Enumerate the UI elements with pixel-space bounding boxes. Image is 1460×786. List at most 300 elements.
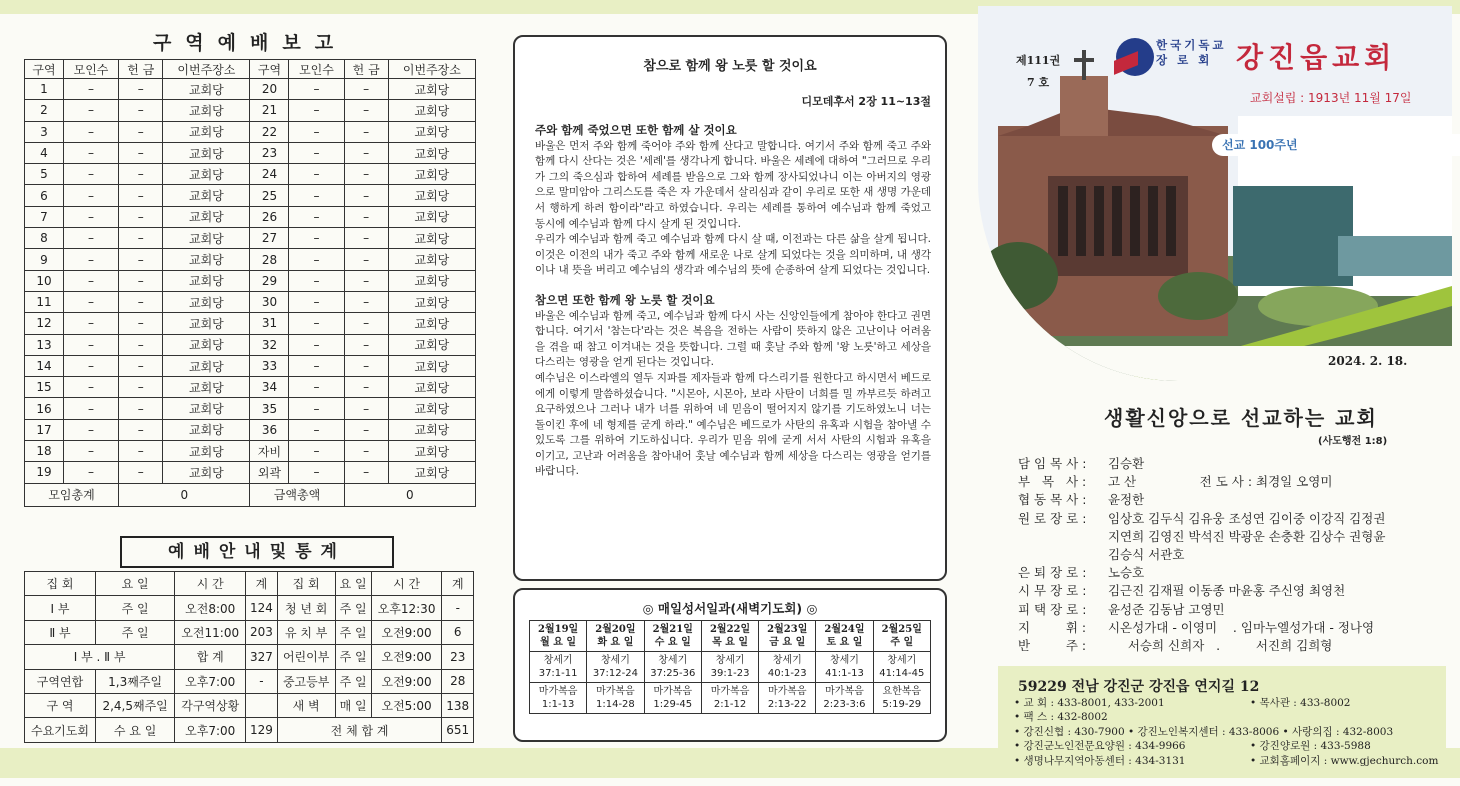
report-cell: – — [119, 441, 163, 462]
bible-ot-reading: 창세기 41:1-13 — [816, 652, 873, 683]
report-cell: 외곽 — [250, 462, 289, 483]
contact-line — [1014, 710, 1438, 724]
report-cell: – — [119, 100, 163, 121]
report-cell: – — [344, 419, 388, 440]
worship-cell: 새 벽 — [277, 693, 335, 717]
sermon-paragraph: 바울은 예수님과 함께 죽고, 예수님과 함께 다시 사는 신앙인들에게 참아야 한다고 권면합니다. 여기서 '참는다'라는 것은 복음을 전하는 사람이 뜻하지 않은 고난이나 어려움을 겪을 때 참고 이겨내는 것을 뜻합니다. 그럴 때 훗날 주와 함께 '왕 노릇'하고 세상을 다스리는 영광을 얻게 된다는 것입니다. — [535, 309, 931, 369]
report-cell: – — [289, 355, 344, 376]
table-row — [25, 645, 474, 669]
table-row — [25, 270, 476, 291]
report-cell: 교회당 — [388, 377, 475, 398]
report-cell: 30 — [250, 291, 289, 312]
table-row — [25, 377, 476, 398]
worship-header-cell: 요 일 — [95, 572, 174, 596]
church-address: 59229 전남 강진군 강진읍 연지길 12 — [1018, 679, 1260, 695]
report-cell: 35 — [250, 398, 289, 419]
staff-names: 지연희 김영진 박석진 박광운 손충환 김상수 권형윤 — [1104, 528, 1386, 544]
report-cell: – — [289, 398, 344, 419]
bible-ot-reading: 창세기 37:12-24 — [587, 652, 644, 683]
staff-role: 담 임 목 사 : — [1018, 456, 1087, 471]
worship-cell: 합 계 — [175, 645, 246, 669]
worship-table — [24, 571, 474, 743]
staff-names: 서승희 신희자 . 서진희 김희형 — [1104, 638, 1333, 654]
report-cell: 교회당 — [163, 142, 250, 163]
bible-nt-reading: 마가복음 1:29-45 — [644, 683, 701, 714]
worship-cell: 주 일 — [335, 645, 371, 669]
bible-ot-reading: 창세기 37:1-11 — [530, 652, 587, 683]
worship-cell: 오전11:00 — [175, 620, 246, 644]
report-cell: 5 — [25, 164, 64, 185]
report-cell: 교회당 — [388, 419, 475, 440]
bible-day: 2월21일 수 요 일 — [644, 621, 701, 652]
report-cell: – — [64, 377, 119, 398]
worship-cell: Ⅰ 부 . Ⅱ 부 — [25, 645, 175, 669]
worship-cell: 주 일 — [335, 596, 371, 620]
report-cell: – — [64, 355, 119, 376]
report-cell: – — [289, 441, 344, 462]
report-cell: – — [64, 419, 119, 440]
sermon-paragraph: 바울은 먼저 주와 함께 죽어야 주와 함께 산다고 말합니다. 여기서 주와 함께 죽고 주와 함께 다시 산다는 것은 '세례'를 생각나게 합니다. 바울은 세례에 대하여 "그러므로 우리가 그의 죽으심과 합하여 세례를 받음으로 그와 함께 장사되었나니 이는 아버지의 영광으로 말미암아 그리스도를 죽은 자 가운데서 살리심과 같이 우리로 또한 새 생명 가운데서 행하게 하려 함이라"라고 하였습니다. 우리는 세례를 통하여 예수님과 함께 죽었고 동시에 예수님과 함께 다시 살게 된 것입니다. — [535, 139, 931, 230]
report-cell: 23 — [250, 142, 289, 163]
table-row — [25, 718, 474, 742]
worship-cell: 28 — [442, 669, 474, 693]
daily-bible-box — [513, 588, 947, 742]
worship-cell: 오전9:00 — [371, 620, 442, 644]
report-cell: – — [344, 355, 388, 376]
district-report — [24, 28, 476, 507]
report-cell: – — [344, 185, 388, 206]
report-cell: – — [344, 398, 388, 419]
report-cell: 6 — [25, 185, 64, 206]
report-cell: 교회당 — [388, 441, 475, 462]
table-row — [25, 398, 476, 419]
report-cell: 2 — [25, 100, 64, 121]
worship-cell: 129 — [246, 718, 277, 742]
table-row — [530, 621, 931, 652]
table-row — [25, 121, 476, 142]
report-cell: – — [289, 228, 344, 249]
report-cell: 25 — [250, 185, 289, 206]
report-cell: 29 — [250, 270, 289, 291]
staff-role: 지 휘 : — [1018, 619, 1087, 635]
worship-cell: 주 일 — [335, 669, 371, 693]
report-cell: 14 — [25, 355, 64, 376]
report-cell: 1 — [25, 79, 64, 100]
issue: 7 호 — [1027, 76, 1050, 89]
report-cell: 11 — [25, 291, 64, 312]
staff-names: 김승환 — [1104, 456, 1145, 471]
worship-cell: Ⅰ 부 — [25, 596, 96, 620]
contact-entry: • 강진양로원 : 433-5988 — [1250, 740, 1371, 753]
worship-cell: 주 일 — [95, 620, 174, 644]
report-cell: 교회당 — [163, 313, 250, 334]
report-cell: – — [344, 270, 388, 291]
report-cell: – — [344, 377, 388, 398]
worship-total-label: 전 체 합 계 — [277, 718, 442, 742]
report-cell: 17 — [25, 419, 64, 440]
report-cell: – — [289, 249, 344, 270]
sermon-subtitle-2: 참으면 또한 함께 왕 노릇 할 것이요 — [535, 292, 715, 307]
worship-cell: 203 — [246, 620, 277, 644]
contact-entry: • 강진신협 : 430-7900 • 강진노인복지센터 : 433-8006 • 사랑의집 : 432-8003 — [1014, 725, 1394, 738]
report-cell: 교회당 — [388, 121, 475, 142]
staff-role: 피 택 장 로 : — [1018, 601, 1087, 617]
report-cell: – — [119, 206, 163, 227]
worship-cell: 매 일 — [335, 693, 371, 717]
staff-names: 윤성준 김동남 고영민 — [1104, 601, 1225, 617]
worship-cell: 오전9:00 — [371, 669, 442, 693]
denomination-line-1: 한국기독교 — [1156, 38, 1227, 52]
report-cell: 18 — [25, 441, 64, 462]
staff-names: 김근진 김재필 이동종 마윤홍 주신영 최영천 — [1104, 583, 1346, 599]
contact-entry: • 교 회 : 433-8001, 433-2001 — [1014, 697, 1165, 709]
report-cell: – — [289, 334, 344, 355]
report-cell: – — [119, 291, 163, 312]
worship-cell: 오후7:00 — [175, 718, 246, 742]
worship-cell: 어린이부 — [277, 645, 335, 669]
report-cell: – — [289, 100, 344, 121]
volume-issue — [1016, 50, 1060, 94]
staff-row — [1018, 491, 1438, 509]
table-row — [25, 206, 476, 227]
table-row — [25, 355, 476, 376]
report-cell: – — [119, 462, 163, 483]
table-row — [25, 164, 476, 185]
table-row — [25, 228, 476, 249]
contact-entry: • 교회홈페이지 : www.gjechurch.com — [1250, 754, 1439, 767]
report-cell: 13 — [25, 334, 64, 355]
worship-header-cell: 계 — [442, 572, 474, 596]
bible-table — [529, 620, 931, 714]
report-cell: – — [119, 355, 163, 376]
report-cell: – — [289, 79, 344, 100]
bible-nt-reading: 요한복음 5:19-29 — [873, 683, 930, 714]
total-people-label: 모임총계 — [25, 483, 119, 506]
report-cell: 12 — [25, 313, 64, 334]
report-cell: – — [344, 249, 388, 270]
volume: 제111권 — [1016, 54, 1061, 67]
report-cell: – — [344, 142, 388, 163]
report-cell: 33 — [250, 355, 289, 376]
report-cell: 교회당 — [163, 164, 250, 185]
bible-day: 2월24일 토 요 일 — [816, 621, 873, 652]
report-cell: – — [344, 313, 388, 334]
report-cell: – — [64, 164, 119, 185]
worship-cell: 124 — [246, 596, 277, 620]
table-row — [25, 462, 476, 483]
worship-cell: 오전9:00 — [371, 645, 442, 669]
report-cell: – — [289, 419, 344, 440]
report-header-cell: 모인수 — [64, 60, 119, 79]
report-cell: 교회당 — [163, 79, 250, 100]
sermon-paragraph: 우리가 예수님과 함께 죽고 예수님과 함께 다시 살 때, 이전과는 다른 삶을 살게 됩니다. 이것은 이전의 내가 죽고 주와 함께 새로운 나로 살게 되었다는 것을 의미하며, 내 생각이나 내 뜻을 버리고 예수님의 생각과 예수님의 뜻에 순종하여 살게 되었다는 것입니다. — [535, 233, 931, 277]
report-cell: – — [289, 164, 344, 185]
church-name: 강진읍교회 — [1236, 41, 1397, 74]
table-row — [25, 334, 476, 355]
report-cell: – — [64, 206, 119, 227]
contact-entry: • 팩 스 : 432-8002 — [1014, 711, 1108, 724]
staff-row — [1018, 510, 1438, 528]
worship-cell: 6 — [442, 620, 474, 644]
bulletin-date: 2024. 2. 18. — [1328, 354, 1408, 368]
report-cell: 교회당 — [163, 270, 250, 291]
worship-header-cell: 시 간 — [175, 572, 246, 596]
report-cell: – — [64, 334, 119, 355]
contact-entry: • 강진군노인전문요양원 : 434-9966 — [1014, 740, 1186, 753]
report-cell: 교회당 — [388, 228, 475, 249]
report-cell: 4 — [25, 142, 64, 163]
report-header-cell: 헌 금 — [119, 60, 163, 79]
worship-cell: 수요기도회 — [25, 718, 96, 742]
table-row — [25, 291, 476, 312]
worship-cell: 중고등부 — [277, 669, 335, 693]
report-cell: 교회당 — [388, 79, 475, 100]
staff-names: 노승호 — [1104, 565, 1145, 581]
report-total-row — [25, 483, 476, 506]
worship-cell: 주 일 — [95, 596, 174, 620]
staff-names: 고 산 전 도 사 : 최경일 오영미 — [1104, 474, 1333, 490]
staff-names: 임상호 김두식 김유웅 조성연 김이중 이강직 김정권 — [1104, 510, 1386, 526]
staff-role — [1018, 528, 1104, 546]
report-cell: – — [289, 462, 344, 483]
report-cell: 교회당 — [163, 206, 250, 227]
staff-row — [1018, 582, 1438, 600]
staff-role: 원 로 장 로 : — [1018, 510, 1087, 526]
report-cell: 20 — [250, 79, 289, 100]
worship-cell: 수 요 일 — [95, 718, 174, 742]
report-header-cell: 구역 — [25, 60, 64, 79]
worship-cell: Ⅱ 부 — [25, 620, 96, 644]
report-table — [24, 59, 476, 507]
contact-entry: • 목사관 : 433-8002 — [1250, 697, 1351, 709]
report-cell: 26 — [250, 206, 289, 227]
table-row — [25, 249, 476, 270]
report-cell: 교회당 — [388, 164, 475, 185]
report-cell: – — [64, 121, 119, 142]
report-cell: 교회당 — [163, 419, 250, 440]
report-cell: – — [119, 142, 163, 163]
report-cell: 3 — [25, 121, 64, 142]
report-cell: – — [289, 377, 344, 398]
report-cell: 22 — [250, 121, 289, 142]
table-row — [25, 441, 476, 462]
contact-line — [1014, 725, 1438, 739]
worship-cell: - — [442, 596, 474, 620]
church-logo-icon — [1116, 38, 1154, 76]
report-cell: – — [64, 79, 119, 100]
contact-lines — [1014, 696, 1438, 768]
worship-header-cell: 집 회 — [25, 572, 96, 596]
denomination — [1156, 38, 1227, 68]
report-cell: – — [119, 270, 163, 291]
report-cell: 교회당 — [388, 185, 475, 206]
report-cell: 7 — [25, 206, 64, 227]
report-header-cell: 모인수 — [289, 60, 344, 79]
bible-nt-reading: 마가복음 1:14-28 — [587, 683, 644, 714]
worship-cell: 327 — [246, 645, 277, 669]
founded-date: 교회설립 : 1913년 11월 17일 — [1250, 91, 1412, 105]
staff-row — [1018, 473, 1438, 491]
contact-line — [1014, 696, 1438, 710]
staff-row — [1018, 601, 1438, 619]
bible-ot-reading: 창세기 39:1-23 — [701, 652, 758, 683]
table-row — [25, 313, 476, 334]
bible-day: 2월23일 금 요 일 — [759, 621, 816, 652]
table-row — [25, 100, 476, 121]
bible-nt-reading: 마가복음 2:23-3:6 — [816, 683, 873, 714]
report-cell: 교회당 — [163, 291, 250, 312]
report-cell: – — [344, 334, 388, 355]
worship-cell — [246, 693, 277, 717]
report-cell: 교회당 — [388, 142, 475, 163]
report-cell: 교회당 — [388, 270, 475, 291]
report-cell: 교회당 — [163, 398, 250, 419]
contact-box — [998, 666, 1446, 778]
staff-role: 은 퇴 장 로 : — [1018, 565, 1087, 581]
worship-header-cell: 계 — [246, 572, 277, 596]
staff-list — [1018, 455, 1438, 655]
report-cell: – — [344, 462, 388, 483]
report-cell: 16 — [25, 398, 64, 419]
report-cell: – — [344, 441, 388, 462]
report-cell: 28 — [250, 249, 289, 270]
table-row — [25, 185, 476, 206]
report-cell: – — [64, 313, 119, 334]
staff-names: 윤정한 — [1104, 492, 1145, 508]
report-cell: 교회당 — [163, 462, 250, 483]
report-cell: 교회당 — [388, 462, 475, 483]
report-cell: 32 — [250, 334, 289, 355]
report-cell: – — [289, 206, 344, 227]
staff-role: 부 목 사 : — [1018, 474, 1087, 490]
worship-cell: 청 년 회 — [277, 596, 335, 620]
bible-ot-reading: 창세기 41:14-45 — [873, 652, 930, 683]
bible-ot-reading: 창세기 37:25-36 — [644, 652, 701, 683]
worship-cell: 1,3째주일 — [95, 669, 174, 693]
sermon-paragraph: 예수님은 이스라엘의 열두 지파를 제자들과 함께 다스리기를 원한다고 하시면서 베드로에게 이렇게 말씀하셨습니다. "시몬아, 시몬아, 보라 사탄이 너희를 밀 까부르듯 하려고 요구하였으나 그러나 내가 너를 위하여 네 믿음이 떨어지지 않기를 기도하였노니 너는 돌이킨 후에 네 형제를 굳게 하라." 예수님은 베드로가 사탄의 유혹과 시험을 참아낼 수 있도록 그를 위하여 기도하십니다. 우리가 믿음 위에 굳게 서서 사탄의 시험과 유혹을 이기고, 고난과 어려움을 참아내어 훗날 예수님과 함께 세상을 다스리는 영광을 얻기를 바랍니다. — [535, 371, 931, 478]
worship-total-value: 651 — [442, 718, 474, 742]
staff-row — [1018, 455, 1438, 473]
report-cell: – — [119, 419, 163, 440]
report-cell: 교회당 — [388, 100, 475, 121]
report-cell: – — [119, 334, 163, 355]
table-row — [530, 683, 931, 714]
table-row — [25, 596, 474, 620]
staff-row — [1018, 637, 1438, 655]
denomination-line-2: 장 로 회 — [1156, 53, 1213, 67]
report-cell: – — [344, 206, 388, 227]
staff-role — [1018, 546, 1104, 564]
report-cell: 교회당 — [163, 355, 250, 376]
worship-cell: 오전5:00 — [371, 693, 442, 717]
worship-header-cell: 요 일 — [335, 572, 371, 596]
report-cell: – — [344, 121, 388, 142]
report-cell: 교회당 — [388, 313, 475, 334]
report-cell: – — [344, 228, 388, 249]
report-cell: – — [289, 270, 344, 291]
worship-cell: 구역연합 — [25, 669, 96, 693]
worship-cell: 오후12:30 — [371, 596, 442, 620]
report-header-row — [25, 60, 476, 79]
report-cell: 교회당 — [163, 441, 250, 462]
contact-entry: • 생명나무지역아동센터 : 434-3131 — [1014, 754, 1186, 767]
report-cell: 교회당 — [388, 398, 475, 419]
worship-cell: 주 일 — [335, 620, 371, 644]
contact-line — [1014, 739, 1438, 753]
staff-role: 협 동 목 사 : — [1018, 492, 1087, 508]
staff-names: 김승식 서관호 — [1104, 547, 1185, 563]
report-cell: – — [119, 164, 163, 185]
report-cell: – — [119, 228, 163, 249]
bible-day: 2월22일 목 요 일 — [701, 621, 758, 652]
report-cell: 교회당 — [163, 377, 250, 398]
sermon-box — [513, 35, 947, 581]
table-row — [25, 419, 476, 440]
report-cell: 8 — [25, 228, 64, 249]
table-row — [25, 142, 476, 163]
worship-header-row — [25, 572, 474, 596]
report-cell: – — [119, 121, 163, 142]
report-cell: – — [119, 398, 163, 419]
bible-nt-reading: 마가복음 1:1-13 — [530, 683, 587, 714]
report-cell: – — [64, 441, 119, 462]
worship-cell: 구 역 — [25, 693, 96, 717]
report-cell: 10 — [25, 270, 64, 291]
bible-day: 2월25일 주 일 — [873, 621, 930, 652]
report-cell: – — [289, 142, 344, 163]
report-cell: – — [64, 249, 119, 270]
motto-reference: (사도행전 1:8) — [1318, 436, 1388, 447]
report-cell: 9 — [25, 249, 64, 270]
report-cell: – — [119, 313, 163, 334]
report-cell: – — [289, 121, 344, 142]
worship-cell: 유 치 부 — [277, 620, 335, 644]
worship-title: 예배안내및통계 — [120, 536, 394, 568]
report-cell: 19 — [25, 462, 64, 483]
total-money-label: 금액총액 — [250, 483, 344, 506]
bible-nt-reading: 마가복음 2:13-22 — [759, 683, 816, 714]
table-row — [25, 620, 474, 644]
report-cell: 34 — [250, 377, 289, 398]
worship-cell: 138 — [442, 693, 474, 717]
report-cell: – — [344, 100, 388, 121]
worship-cell: 2,4,5째주일 — [95, 693, 174, 717]
bible-ot-reading: 창세기 40:1-23 — [759, 652, 816, 683]
report-header-cell: 구역 — [250, 60, 289, 79]
bible-title: ◎ 매일성서일과(새벽기도회) ◎ — [642, 601, 818, 616]
report-cell: – — [64, 185, 119, 206]
staff-row — [1018, 546, 1438, 564]
total-people-value: 0 — [119, 483, 250, 506]
sermon-title: 참으로 함께 왕 노릇 할 것이요 — [643, 59, 817, 74]
report-cell: – — [119, 249, 163, 270]
report-cell: 교회당 — [163, 334, 250, 355]
report-cell: 15 — [25, 377, 64, 398]
report-cell: – — [344, 291, 388, 312]
report-cell: 교회당 — [163, 249, 250, 270]
report-cell: 교회당 — [388, 249, 475, 270]
report-cell: – — [64, 270, 119, 291]
staff-role: 시 무 장 로 : — [1018, 583, 1087, 599]
worship-cell: 오전8:00 — [175, 596, 246, 620]
staff-row — [1018, 564, 1438, 582]
table-row — [25, 669, 474, 693]
report-cell: 교회당 — [163, 185, 250, 206]
report-cell: – — [119, 185, 163, 206]
report-header-cell: 이번주장소 — [388, 60, 475, 79]
report-cell: 교회당 — [163, 100, 250, 121]
staff-row — [1018, 528, 1438, 546]
